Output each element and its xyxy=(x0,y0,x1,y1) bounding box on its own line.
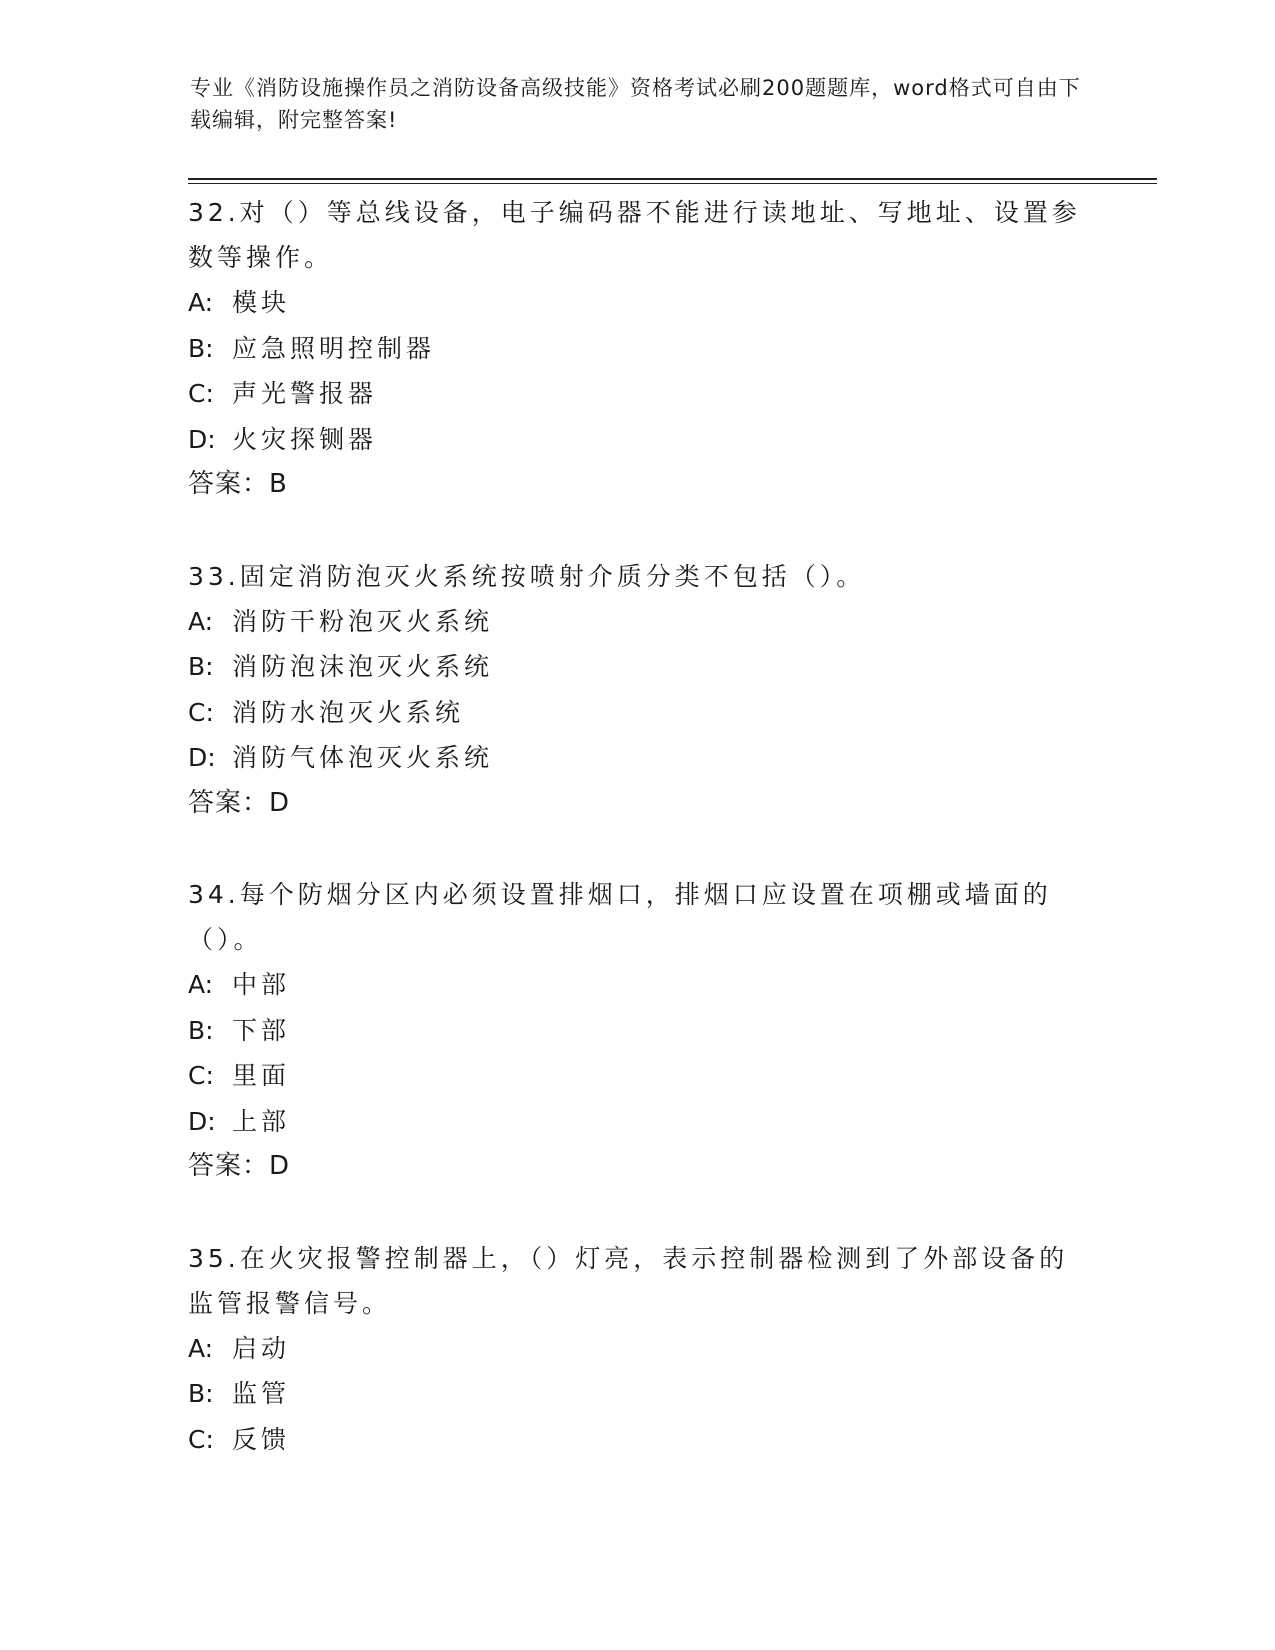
option-key: D: xyxy=(188,1106,216,1136)
header-note: 专业《消防设施操作员之消防设备高级技能》资格考试必刷200题题库，word格式可自由下载编辑，附完整答案! xyxy=(190,76,1081,132)
option-a xyxy=(188,962,1088,1008)
option-text: 应急照明控制器 xyxy=(232,333,436,363)
question-stem: 32.对（）等总线设备，电子编码器不能进行读地址、写地址、设置参数等操作。 xyxy=(188,198,1081,272)
option-key: A: xyxy=(188,1333,214,1363)
option-d xyxy=(188,735,1088,781)
question-34 xyxy=(188,872,1088,1190)
option-key: B: xyxy=(188,1379,214,1408)
option-text: 启动 xyxy=(232,1333,291,1363)
option-c xyxy=(188,1417,1088,1463)
option-text: 消防干粉泡灭火系统 xyxy=(232,606,494,636)
option-b xyxy=(188,1371,1088,1417)
question-list xyxy=(188,190,1088,1508)
option-text: 反馈 xyxy=(232,1424,291,1454)
option-a xyxy=(188,1326,1088,1372)
option-key: A: xyxy=(188,970,214,999)
option-key: D: xyxy=(188,743,216,772)
option-key: B: xyxy=(188,652,214,681)
option-c xyxy=(188,690,1088,736)
question-33 xyxy=(188,554,1088,827)
option-text: 声光警报器 xyxy=(232,379,378,408)
option-a xyxy=(188,280,1088,326)
option-b xyxy=(188,326,1088,372)
option-key: C: xyxy=(188,379,214,408)
question-stem: 35.在火灾报警控制器上，（）灯亮，表示控制器检测到了外部设备的监管报警信号。 xyxy=(188,1243,1069,1318)
option-a xyxy=(188,599,1088,645)
option-text: 消防泡沫泡灭火系统 xyxy=(232,652,494,681)
header-divider-thin xyxy=(188,183,1157,184)
option-text: 里面 xyxy=(232,1061,291,1090)
option-text: 消防气体泡灭火系统 xyxy=(232,743,494,772)
option-text: 消防水泡灭火系统 xyxy=(232,697,465,727)
option-text: 火灾探铡器 xyxy=(232,424,378,454)
option-key: D: xyxy=(188,424,216,454)
option-key: C: xyxy=(188,1424,214,1454)
header-divider-thick xyxy=(188,178,1157,180)
answer: 答案：D xyxy=(188,1151,291,1181)
option-key: C: xyxy=(188,1061,214,1090)
option-key: C: xyxy=(188,697,214,727)
question-stem: 34.每个防烟分区内必须设置排烟口，排烟口应设置在项棚或墙面的（）。 xyxy=(188,880,1052,954)
option-key: B: xyxy=(188,1015,214,1045)
option-c xyxy=(188,1053,1088,1099)
option-b xyxy=(188,644,1088,690)
question-stem: 33.固定消防泡灭火系统按喷射介质分类不包括（）。 xyxy=(188,561,866,591)
option-key: A: xyxy=(188,606,214,636)
option-key: B: xyxy=(188,333,214,363)
question-35 xyxy=(188,1236,1088,1463)
option-text: 监管 xyxy=(232,1379,291,1408)
option-text: 模块 xyxy=(232,288,291,317)
question-32 xyxy=(188,190,1088,508)
option-b xyxy=(188,1008,1088,1054)
option-text: 下部 xyxy=(232,1015,291,1045)
option-d xyxy=(188,417,1088,463)
option-d xyxy=(188,1099,1088,1145)
option-c xyxy=(188,371,1088,417)
answer: 答案：D xyxy=(188,787,291,818)
answer: 答案：B xyxy=(188,469,288,499)
option-text: 上部 xyxy=(232,1106,291,1136)
option-key: A: xyxy=(188,288,214,317)
option-text: 中部 xyxy=(232,970,291,999)
